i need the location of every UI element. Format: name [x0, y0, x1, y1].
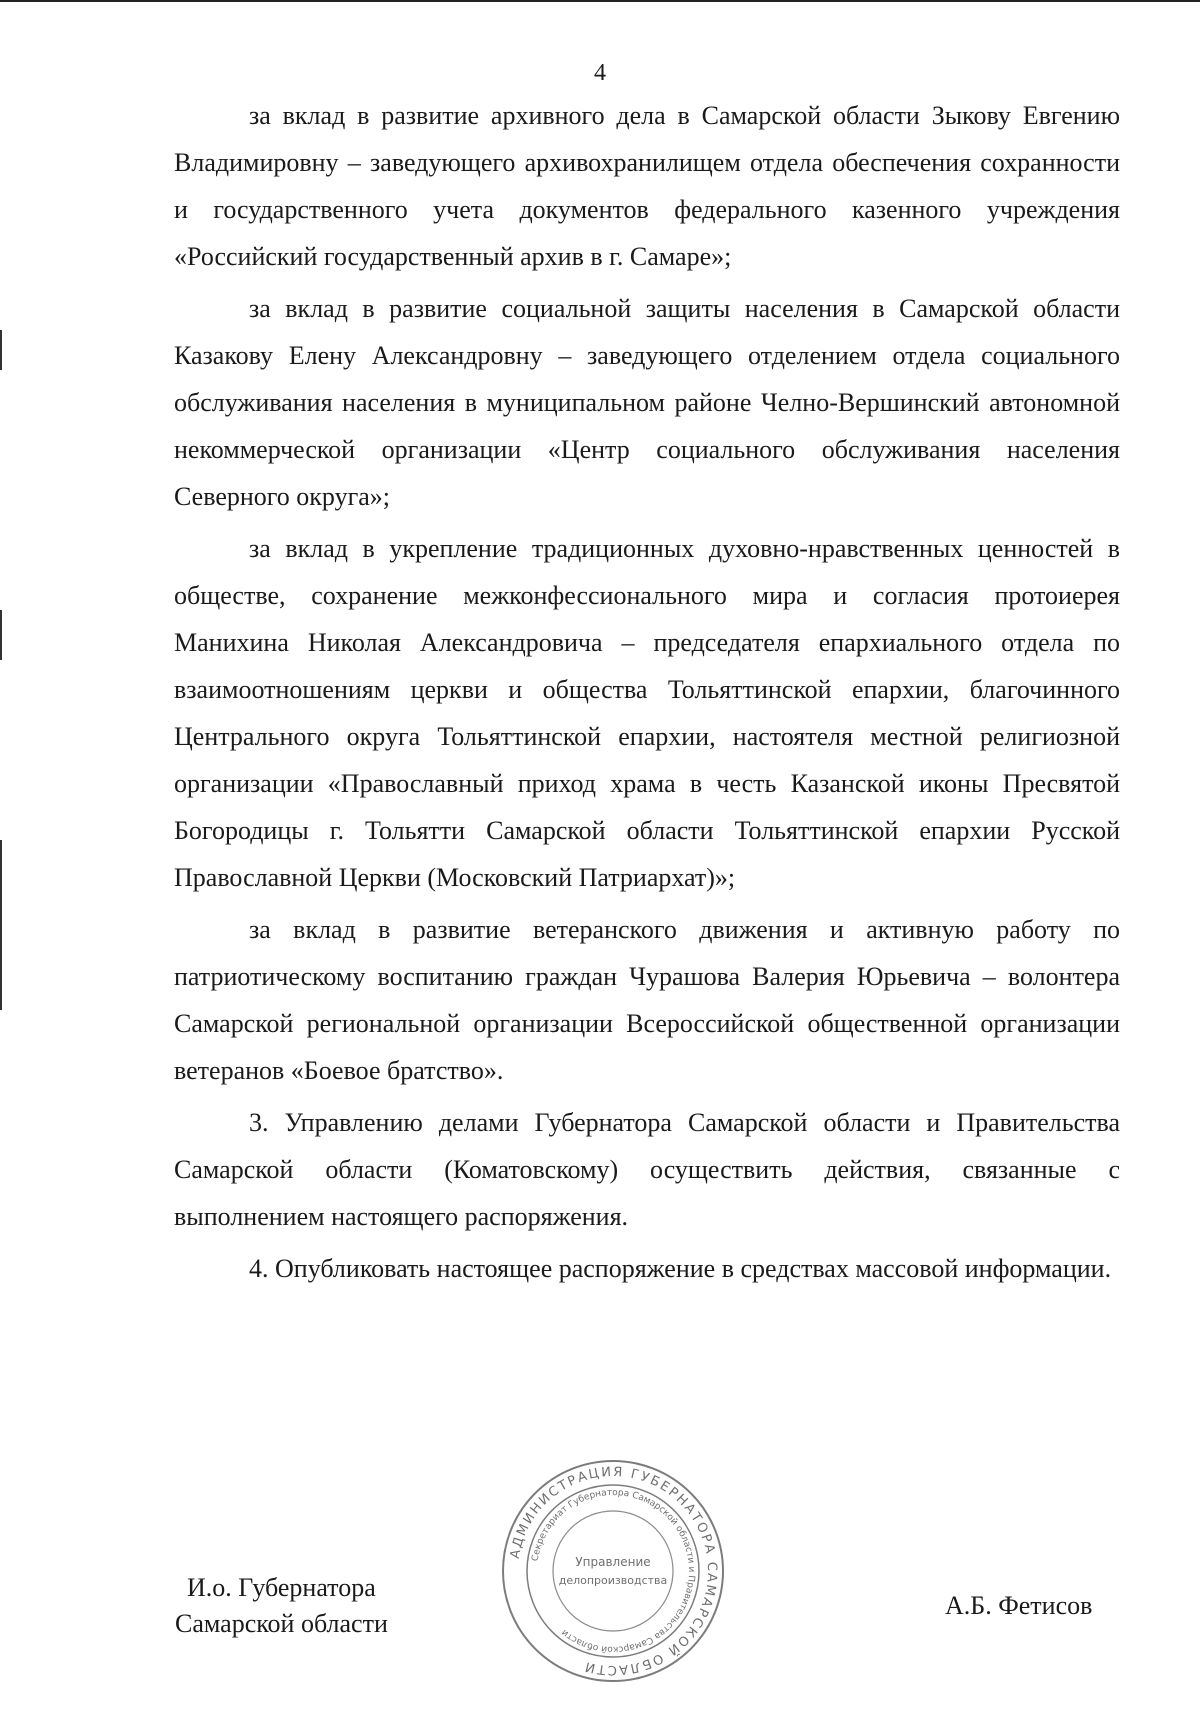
- seal-center-text: Управление: [575, 1555, 651, 1569]
- clause-3: 3. Управлению делами Губернатора Самарской области и Правительства Самарской области (Коматовскому) осуществить действия, связанные с выполнением настоящего распоряжения.: [174, 1108, 1120, 1231]
- seal-outer-text: АДМИНИСТРАЦИЯ ГУБЕРНАТОРА САМАРСКОЙ ОБЛАСТИ: [507, 1464, 720, 1678]
- award-paragraph: за вклад в развитие архивного дела в Самарской области Зыкову Евгению Владимировну – заведующего архивохранилищем отдела обеспечения сохранности и государственного учета документов федерального казенного учреждения «Российский государственный архив в г. Самаре»;: [174, 101, 1120, 271]
- signatory-title-line: Самарской области: [175, 1609, 388, 1638]
- award-paragraph: за вклад в развитие ветеранского движения и активную работу по патриотическому воспитанию граждан Чурашова Валерия Юрьевича – волонтера Самарской региональной организации Всероссийской общественной организации ветеранов «Боевое братство».: [174, 915, 1120, 1085]
- scan-edge-mark: [0, 610, 2, 660]
- award-paragraph: за вклад в укрепление традиционных духовно-нравственных ценностей в обществе, сохранение межконфессионального мира и согласия протоиерея Манихина Николая Александровича – председателя епархиального отдела по взаимоотношениям церкви и общества Тольяттинской епархии, благочинного Центрального округа Тольяттинской епархии, настоятеля местной религиозной организации «Православный приход храма в честь Казанской иконы Пресвятой Богородицы г. Тольятти Самарской области Тольяттинской епархии Русской Православной Церкви (Московский Патриархат)»;: [174, 534, 1120, 892]
- signatory-title-line: И.о. Губернатора: [187, 1573, 376, 1602]
- clause-4: 4. Опубликовать настоящее распоряжение в средствах массовой информации.: [249, 1254, 1112, 1283]
- seal-graphic: [500, 1458, 726, 1684]
- seal-inner-text: Секретариат Губернатора Самарской области и Правительства Самарской области: [530, 1487, 697, 1655]
- seal-center-text: делопроизводства: [558, 1574, 668, 1587]
- signatory-title: [175, 1570, 388, 1642]
- document-body: [174, 92, 1120, 1297]
- signatory-name: А.Б. Фетисов: [945, 1591, 1093, 1620]
- scan-top-edge: [0, 0, 1200, 2]
- scan-edge-mark: [0, 840, 2, 1010]
- page-number: 4: [594, 60, 606, 86]
- scan-edge-mark: [0, 330, 2, 370]
- official-seal: [500, 1458, 726, 1684]
- award-paragraph: за вклад в развитие социальной защиты населения в Самарской области Казакову Елену Александровну – заведующего отделением отдела социального обслуживания населения в муниципальном районе Челно-Вершинский автономной некоммерческой организации «Центр социального обслуживания населения Северного округа»;: [174, 294, 1120, 511]
